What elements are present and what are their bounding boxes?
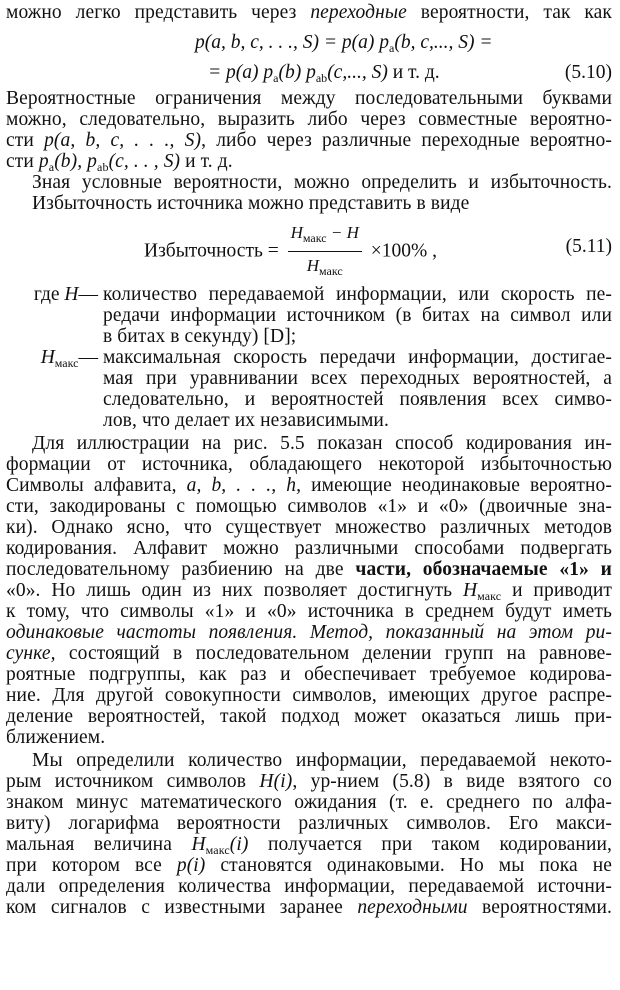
- text-line: знаком минус математического ожидания (т. е. среднего по алфа-: [6, 792, 612, 813]
- definition-line: количество передаваемой информации, или скорость пе-: [103, 284, 612, 305]
- text-line: при котором все p(i) становятся одинаковыми. Но мы пока не: [6, 855, 612, 876]
- text-line: кодирования. Алфавит можно различными способами подвергать: [6, 538, 612, 559]
- text-line: сти p(a, b, c, . . ., S), либо через различные переходные вероятно-: [6, 130, 612, 151]
- text-line: дали определения количества информации, передаваемой источни-: [6, 876, 612, 897]
- text-line: Символы алфавита, a, b, . . ., h, имеющие неодинаковые вероятно-: [6, 475, 613, 496]
- text-line: ком сигналов с известными заранее переходными вероятностями.: [6, 897, 613, 918]
- text-line: ближением.: [6, 727, 106, 748]
- text-line: сти $p_a(b)$, $p_{ab}(c$, . . , S) и т. д.: [6, 151, 233, 174]
- definition-line: лов, что делает их независимыми.: [103, 410, 389, 431]
- italic-term: переходные: [310, 2, 407, 23]
- text-line: рым источником символов H(i), ур-нием (5.8) в виде взятого со: [6, 771, 612, 792]
- text-line: сти, закодированы с помощью символов «1» и «0» (двоичные зна-: [6, 496, 612, 517]
- definition-term-h: где H—: [33, 284, 98, 305]
- fraction: $\frac{H_{макс} - H}{H_{макс}}$: [288, 222, 362, 282]
- text-line: деление вероятностей, такой подход может оказаться лишь при-: [6, 706, 612, 727]
- text-fragment: можно легко представить через: [6, 2, 311, 23]
- text-line: сунке, состоящий в последовательном делении групп на равнове-: [6, 643, 612, 664]
- definition-line: максимальная скорость передачи информации, достигае-: [103, 347, 612, 368]
- text-line: одинаковые частоты появления. Метод, показанный на этом ри-: [6, 622, 612, 643]
- text-line: Зная условные вероятности, можно определить и избыточность.: [32, 172, 612, 193]
- text-line: ние. Для другой совокупности символов, имеющих другое распре-: [6, 685, 612, 706]
- text-line: роятные подгруппы, как раз и обеспечивает требуемое кодирова-: [6, 664, 612, 685]
- definition-line: мая при уравнивании всех переходных вероятностей, а: [103, 368, 612, 389]
- text-line: мальная величина $H_{макс}(i)$ получается при таком кодировании,: [6, 834, 612, 857]
- text-fragment: вероятности, так как: [406, 2, 612, 23]
- definition-line: в битах в секунду) [D];: [103, 326, 297, 347]
- text-line: Для иллюстрации на рис. 5.5 показан способ кодирования ин-: [32, 433, 612, 454]
- text-line: [6, 2, 612, 24]
- definition-line: редачи информации источником (в битах на символ или: [103, 305, 612, 326]
- equation-5-10-line-1: p(a, b, c, . . ., S) = p(a) $p_a(b$, c,..., S) =: [195, 32, 493, 55]
- text-line: можно, следовательно, выразить либо через совместные вероятно-: [6, 109, 612, 130]
- equation-5-11: Избыточность = $\frac{H_{макс} - H}{H_{макс}}$ ×100% ,: [144, 222, 437, 282]
- definition-line: следовательно, и вероятностей появления всех симво-: [103, 389, 612, 410]
- equation-number: (5.11): [565, 236, 612, 257]
- text-line: Вероятностные ограничения между последовательными буквами: [6, 88, 612, 109]
- text-line: Избыточность источника можно представить в виде: [32, 193, 470, 214]
- text-line: виту) логарифма вероятности различных символов. Его макси-: [6, 813, 612, 834]
- definition-term-h-max: $H_{макс}—$: [40, 347, 98, 370]
- text-line: Мы определили количество информации, передаваемой некото-: [32, 750, 612, 771]
- text-line: последовательному разбиению на две части, обозначаемые «1» и: [6, 559, 612, 580]
- equation-5-10-line-2: = p(a) $p_a(b)$ $p_{ab}(c$,..., S) и т. д.: [208, 62, 440, 85]
- text-line: «0». Но лишь один из них позволяет достигнуть $H_{макс}$ и приводит: [6, 580, 612, 603]
- text-line: к тому, что символы «1» и «0» источника в среднем будут иметь: [6, 601, 612, 622]
- text-line: ки). Однако ясно, что существует множество различных методов: [6, 517, 612, 538]
- equation-number: (5.10): [564, 62, 612, 83]
- text-line: формации от источника, обладающего некоторой избыточностью: [6, 454, 612, 475]
